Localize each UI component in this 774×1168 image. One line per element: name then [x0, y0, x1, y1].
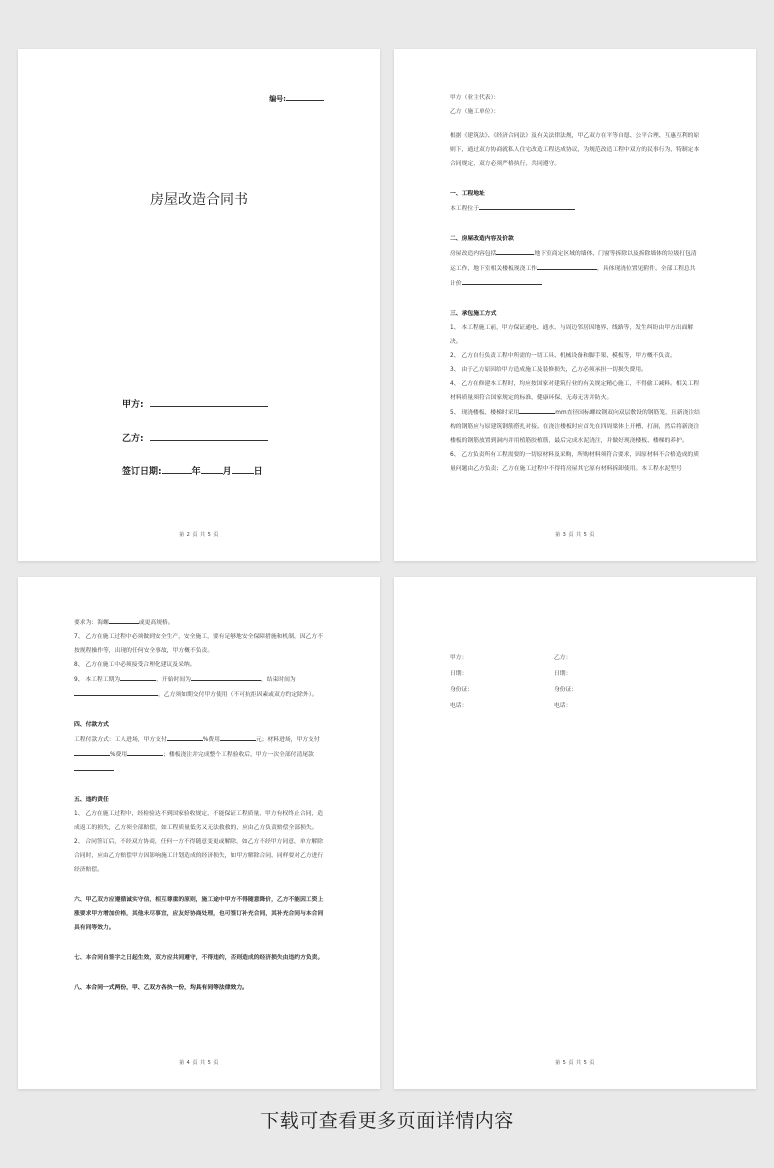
- cement-text-b: 或更高规格。: [138, 620, 174, 626]
- section-1-text: 本工程位于: [450, 206, 479, 212]
- party-a-label: 甲方:: [122, 400, 144, 410]
- document-number-label: 编号:: [269, 95, 286, 103]
- clause-5-rest: mm直径国标螺纹钢双向双层敷设的钢筋笼，且新浇注结构的钢筋应与原建筑钢筋搭扎对接。在浇注楼板时应首先在四周梁体上开槽、打洞，然后将新浇注楼板的钢筋放置到洞内并用植筋胶植筋，最后完成水泥浇注，并做好现浇楼板、楼梯的养护。: [450, 410, 700, 444]
- page-footer: 第 5 页 共 5 页: [555, 1060, 595, 1066]
- page-footer: 第 2 页 共 5 页: [179, 532, 219, 538]
- clause-9-a: ，开始时间为: [156, 677, 191, 683]
- day-blank: [232, 463, 254, 474]
- section-2-heading: 二、房屋改造内容及价款: [450, 236, 514, 242]
- section-2-text-b: 地下室商定区域的墙体、门窗等拆除以及拆除墙体的垃圾打包清运工作、地下室相关楼板现浇工作: [450, 251, 697, 272]
- month-label: 月: [222, 467, 232, 477]
- party-b-phone-label: 电话：: [554, 703, 572, 709]
- party-a-name-label: 甲方：: [450, 655, 468, 661]
- clause-5-text: 5、 现浇楼板、楼梯时采用: [450, 410, 520, 416]
- clause-item: 1、 本工程施工前，甲方保证通电、通水，与周边邻居因地界、线路等，发生纠纷由甲方出面解决。: [450, 325, 694, 345]
- party-b-label: 乙方:: [122, 434, 144, 444]
- section-5-heading: 五、违约责任: [74, 797, 109, 803]
- clause-item: 4、 乙方在修建本工程时，均应按国家对建筑行业的有关规定精心施工，不得偷工减料。相关工程材料质量须符合国家规定的标准，健康环保，无毒无害并防火。: [450, 381, 700, 401]
- pay-blank-1: [167, 732, 203, 741]
- party-b-id-label: 身份证：: [554, 687, 578, 693]
- clause-item: 1、 乙方在施工过程中，经检验达不到国家验收规定，不能保证工程质量，甲方有权终止合同，造成返工的损失，乙方须全部赔偿，如工程质量低劣又无法救救的，应由乙方负责赔偿全部损失。: [74, 811, 324, 831]
- page-4-body: [74, 615, 324, 995]
- month-blank: [201, 463, 223, 474]
- clause-item: 2、 乙方自行负责工程中所需的一切工具、机械设备和脚手架、模板等，甲方概不负责。: [450, 353, 676, 359]
- party-a-date-label: 日期：: [450, 671, 468, 677]
- contract-page-4: [18, 577, 380, 1089]
- party-a-phone-label: 电话：: [450, 703, 468, 709]
- section-2-text-c: ，具体现浇位置见附件。全部工程总共计价: [450, 266, 696, 287]
- cement-text: 要求为：海螺: [74, 620, 109, 626]
- day-label: 日: [253, 467, 263, 477]
- clause-item: [74, 672, 324, 702]
- document-number-field: [269, 92, 324, 104]
- end-blank: [74, 687, 158, 696]
- clause-item: 8、 乙方在施工中必须接受合理化建议及采纳。: [74, 662, 196, 668]
- period-blank: [120, 672, 156, 681]
- download-caption: 下载可查看更多页面详情内容: [260, 1110, 514, 1132]
- content-blank: [496, 246, 534, 255]
- section-8-paragraph: 八、本合同一式两份，甲、乙双方各执一份，均具有同等法律效力。: [74, 985, 248, 991]
- section-7-paragraph: 七、本合同自签字之日起生效，双方应共同遵守，不得违约，否则造成的经济损失由违约方负责。: [74, 955, 324, 961]
- clause-item: 6、 乙方负责所有工程需要的一切原材料及采购，所购材料须符合要求，因原材料不合格造成的质量问题由乙方负责；乙方在施工过程中不得将房屋其它原有材料拆卸使用。本工程水泥型号: [450, 452, 700, 472]
- intro-paragraph: 根据《建筑法》、《经济合同法》及有关法律法规，甲乙双方在平等自愿、公平合理、互惠互利的原则下，通过双方协商就私人住宅改造工程达成协议，为规范改造工程中双方的民事行为，特制定本合同规定，双方必须严格执行，共同遵守。: [450, 133, 700, 167]
- section-1-body: [450, 201, 700, 216]
- pay-blank-4: [127, 747, 163, 756]
- payment-text-e: ；楼板浇注并完成整个工程验收后，甲方一次全部付清尾款: [163, 752, 314, 758]
- page-footer: 第 4 页 共 5 页: [179, 1060, 219, 1066]
- party-a-line: 甲方（业主代表）：: [450, 95, 500, 101]
- clause-9-c: ，乙方须如期交付甲方使用（不可抗拒因素或双方约定除外）。: [158, 692, 318, 698]
- party-a-id-label: 身份证：: [450, 687, 474, 693]
- contract-page-3: [394, 49, 756, 561]
- party-b-line: 乙方（施工单位）：: [450, 109, 500, 115]
- section-3-heading: 三、承包施工方式: [450, 311, 497, 317]
- document-number-blank: [286, 92, 324, 101]
- clause-item: [450, 405, 700, 448]
- party-a-blank: [150, 396, 268, 407]
- contract-title: 房屋改造合同书: [150, 192, 248, 208]
- price-blank: [462, 276, 542, 285]
- contract-signature-page: [394, 577, 756, 1089]
- section-2-body: [450, 246, 700, 291]
- party-b-name-label: 乙方：: [554, 655, 572, 661]
- payment-text-a: 工程付款方式：工人进场，甲方支付: [74, 737, 167, 743]
- pay-blank-3: [74, 747, 110, 756]
- address-blank: [479, 201, 575, 210]
- clause-9-text: 9、 本工程工期为: [74, 677, 121, 683]
- party-b-row: [122, 430, 268, 444]
- page-footer: 第 3 页 共 5 页: [555, 532, 595, 538]
- start-blank: [191, 672, 261, 681]
- party-a-row: [122, 396, 268, 410]
- year-label: 年: [191, 467, 201, 477]
- payment-text-d: %费用: [110, 752, 128, 758]
- contract-cover-page: [18, 49, 380, 561]
- clause-item: 2、 合同签订后，不经双方协商，任何一方不得随意变更或解除，如乙方不经甲方同意，单方解除合同时，应由乙方赔偿甲方因影响施工计划造成的经济损失，如甲方解除合同，同样要对乙方进行经济赔偿。: [74, 839, 324, 873]
- party-a-signature-block: [450, 652, 473, 716]
- cement-blank: [109, 615, 139, 624]
- clause-item: 3、 由于乙方原因给甲方造成施工及装修损失，乙方必须承担一切损失费用。: [450, 367, 647, 373]
- sign-date-row: [122, 463, 263, 477]
- section-6-paragraph: 六、甲乙双方应遵循诚实守信，相互尊重的原则，施工途中甲方不得随意降价，乙方不能因工资上涨要求甲方增加价格，其他未尽事宜，应友好协商处理，也可签订补充合同，其补充合同与本合同具有同等效力。: [74, 897, 324, 931]
- clause-item: 7、 乙方在施工过程中必须做到安全生产，安全施工，要有足够地安全保障措施和机制，因乙方不按规程操作等，出现的任何安全事故，甲方概不负责。: [74, 634, 324, 654]
- payment-text-b: %费用: [202, 737, 220, 743]
- year-blank: [162, 463, 192, 474]
- party-b-blank: [150, 430, 268, 441]
- section-4-heading: 四、付款方式: [74, 722, 109, 728]
- rebar-blank: [519, 405, 555, 414]
- section-2-text-a: 房屋改造内容包括: [450, 251, 497, 257]
- payment-body: [74, 732, 324, 777]
- section-1-heading: 一、工程地址: [450, 191, 485, 197]
- slab-blank: [537, 261, 597, 270]
- pay-blank-5: [74, 762, 114, 771]
- clause-9-b: ，结束时间为: [260, 677, 296, 683]
- sign-date-label: 签订日期:: [122, 467, 162, 477]
- pay-blank-2: [220, 732, 256, 741]
- party-b-date-label: 日期：: [554, 671, 572, 677]
- cement-line: [74, 615, 324, 630]
- party-b-signature-block: [554, 652, 577, 716]
- payment-text-c: 元；材料进场，甲方支付: [255, 737, 320, 743]
- page-3-body: [450, 91, 700, 476]
